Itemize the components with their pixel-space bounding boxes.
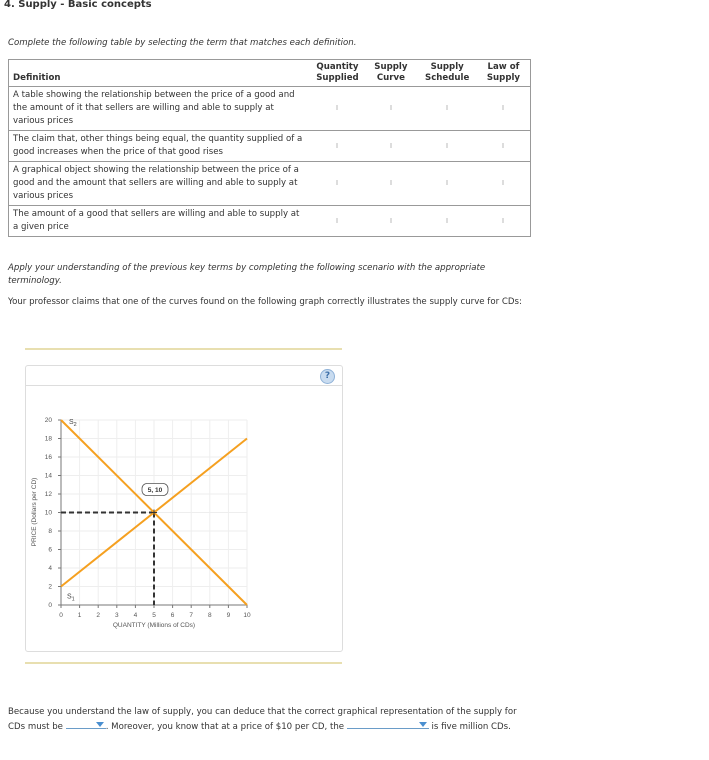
x-tick-label: 9	[226, 612, 231, 619]
apply-instruction: Apply your understanding of the previous key terms by completing the following scenario with the appropriate terminology.	[8, 263, 486, 286]
x-tick-label: 5	[152, 612, 156, 619]
term-dropdown[interactable]	[347, 719, 429, 729]
y-tick-label: 10	[44, 509, 52, 517]
instruction: Complete the following table by selecting the term that matches each definition.	[8, 38, 357, 48]
x-tick-label: 6	[170, 612, 175, 619]
definition-text: A table showing the relationship between the price of a good and the amount of it that sellers are willing and able to supply at various prices	[9, 87, 311, 131]
y-tick-label: 2	[48, 583, 52, 591]
divider	[25, 662, 342, 664]
y-tick-label: 14	[44, 472, 52, 480]
x-axis-label: QUANTITY (Millions of CDs)	[112, 622, 196, 629]
x-tick-label: 8	[207, 612, 212, 619]
help-icon[interactable]: ?	[320, 369, 335, 384]
question-text-2: . Moreover, you know that at a price of $10 per CD, the	[105, 722, 345, 732]
y-tick-label: 6	[48, 546, 52, 554]
header-supply-curve: Supply Curve	[364, 60, 417, 87]
x-tick-label: 7	[189, 612, 194, 619]
definition-text: A graphical object showing the relationship between the price of a good and the amount that sellers are willing and able to supply at various prices	[9, 162, 311, 206]
y-tick-label: 4	[48, 565, 52, 572]
y-tick-label: 18	[44, 435, 52, 443]
bottom-question	[8, 706, 530, 734]
definition-text: The amount of a good that sellers are willing and able to supply at a given price	[9, 206, 311, 237]
y-tick-label: 20	[44, 417, 52, 424]
x-tick-label: 4	[133, 612, 138, 619]
question-text-3: is five million CDs.	[431, 722, 511, 732]
definition-text: The claim that, other things being equal, the quantity supplied of a good increases when the price of that good rises	[9, 131, 311, 162]
curve-dropdown[interactable]	[66, 719, 106, 729]
x-tick-label: 2	[96, 612, 101, 619]
point-label: 5, 10	[147, 487, 163, 494]
header-law-of-supply: Law of Supply	[477, 60, 531, 87]
y-tick-label: 8	[48, 528, 52, 535]
header-quantity-supplied: Quantity Supplied	[311, 60, 365, 87]
x-tick-label: 1	[77, 612, 82, 619]
professor-claim: Your professor claims that one of the curves found on the following graph correctly illustrates the supply curve for CDs:	[8, 297, 522, 307]
header-supply-schedule: Supply Schedule	[417, 60, 476, 87]
curve-label: $S_1$	[67, 593, 75, 603]
x-tick-label: 10	[243, 612, 251, 619]
header-definition: Definition	[9, 60, 311, 87]
question-text-1: Because you understand the law of supply, you can deduce that the correct graphical representation of the supply for CDs must be	[8, 707, 517, 732]
y-axis-label: PRICE (Dollars per CD)	[31, 477, 38, 547]
y-tick-label: 12	[44, 491, 52, 498]
page-title: 4. Supply - Basic concepts	[4, 0, 152, 10]
curve-label: $S_2$	[69, 419, 77, 428]
y-tick-label: 0	[48, 602, 52, 609]
x-tick-label: 3	[114, 612, 119, 619]
x-tick-label: 0	[59, 612, 63, 619]
y-tick-label: 16	[44, 454, 52, 461]
